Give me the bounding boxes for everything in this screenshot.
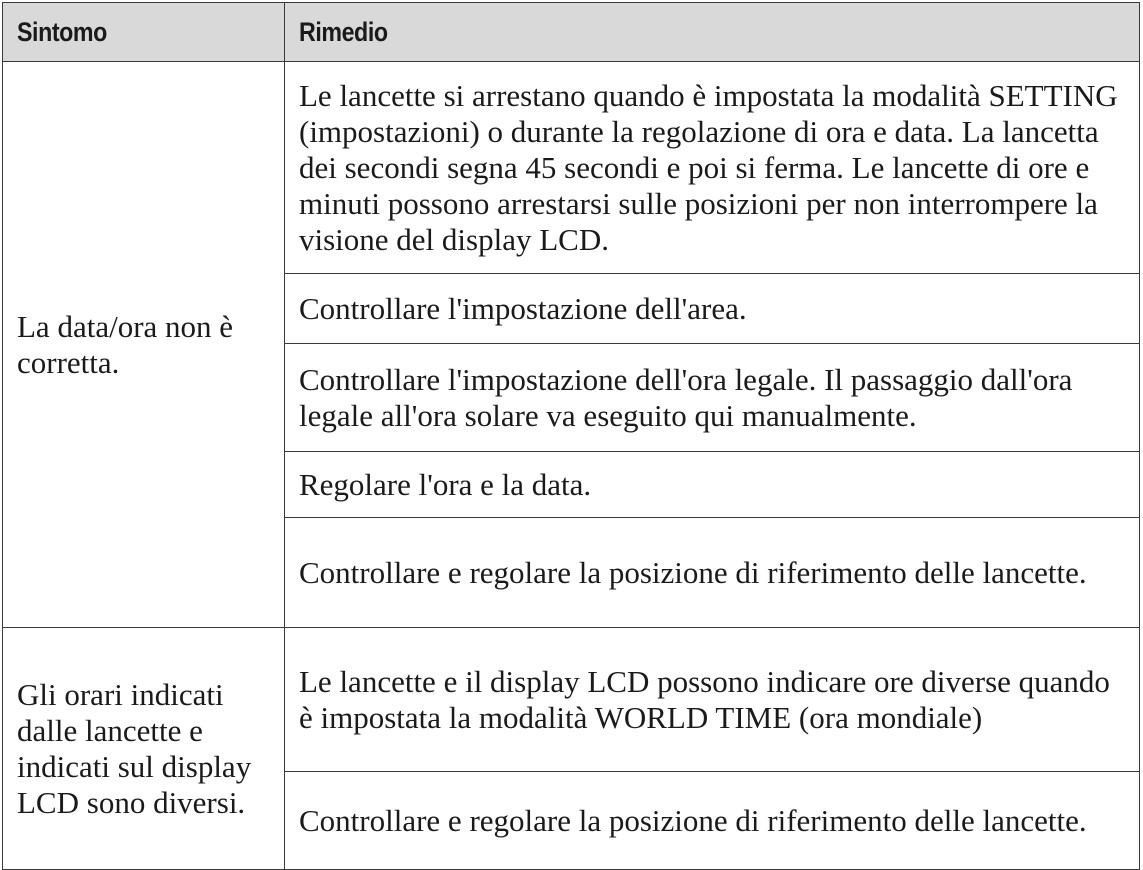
symptom-cell: Gli orari indicati dalle lancette e indicati sul display LCD sono diversi.	[3, 628, 285, 870]
remedy-cell: Le lancette e il display LCD possono indicare ore diverse quando è impostata la modalità WORLD TIME (ora mondiale)	[285, 628, 1140, 772]
header-symptom: Sintomo	[3, 3, 285, 62]
troubleshooting-table	[2, 2, 1140, 870]
header-row	[3, 3, 1140, 62]
remedy-cell: Le lancette si arrestano quando è impostata la modalità SETTING (impostazioni) o durante la regolazione di ora e data. La lancetta dei secondi segna 45 secondi e poi si ferma. Le lancette di ore e minuti possono arrestarsi sulle posizioni per non interrompere la visione del display LCD.	[285, 62, 1140, 274]
table-row	[3, 62, 1140, 274]
remedy-cell: Controllare l'impostazione dell'ora legale. Il passaggio dall'ora legale all'ora solare va eseguito qui manualmente.	[285, 344, 1140, 452]
header-remedy: Rimedio	[285, 3, 1140, 62]
remedy-cell: Controllare l'impostazione dell'area.	[285, 274, 1140, 344]
remedy-cell: Controllare e regolare la posizione di riferimento delle lancette.	[285, 772, 1140, 870]
symptom-cell: La data/ora non è corretta.	[3, 62, 285, 628]
remedy-cell: Regolare l'ora e la data.	[285, 452, 1140, 518]
table-row	[3, 628, 1140, 772]
remedy-cell: Controllare e regolare la posizione di riferimento delle lancette.	[285, 518, 1140, 628]
